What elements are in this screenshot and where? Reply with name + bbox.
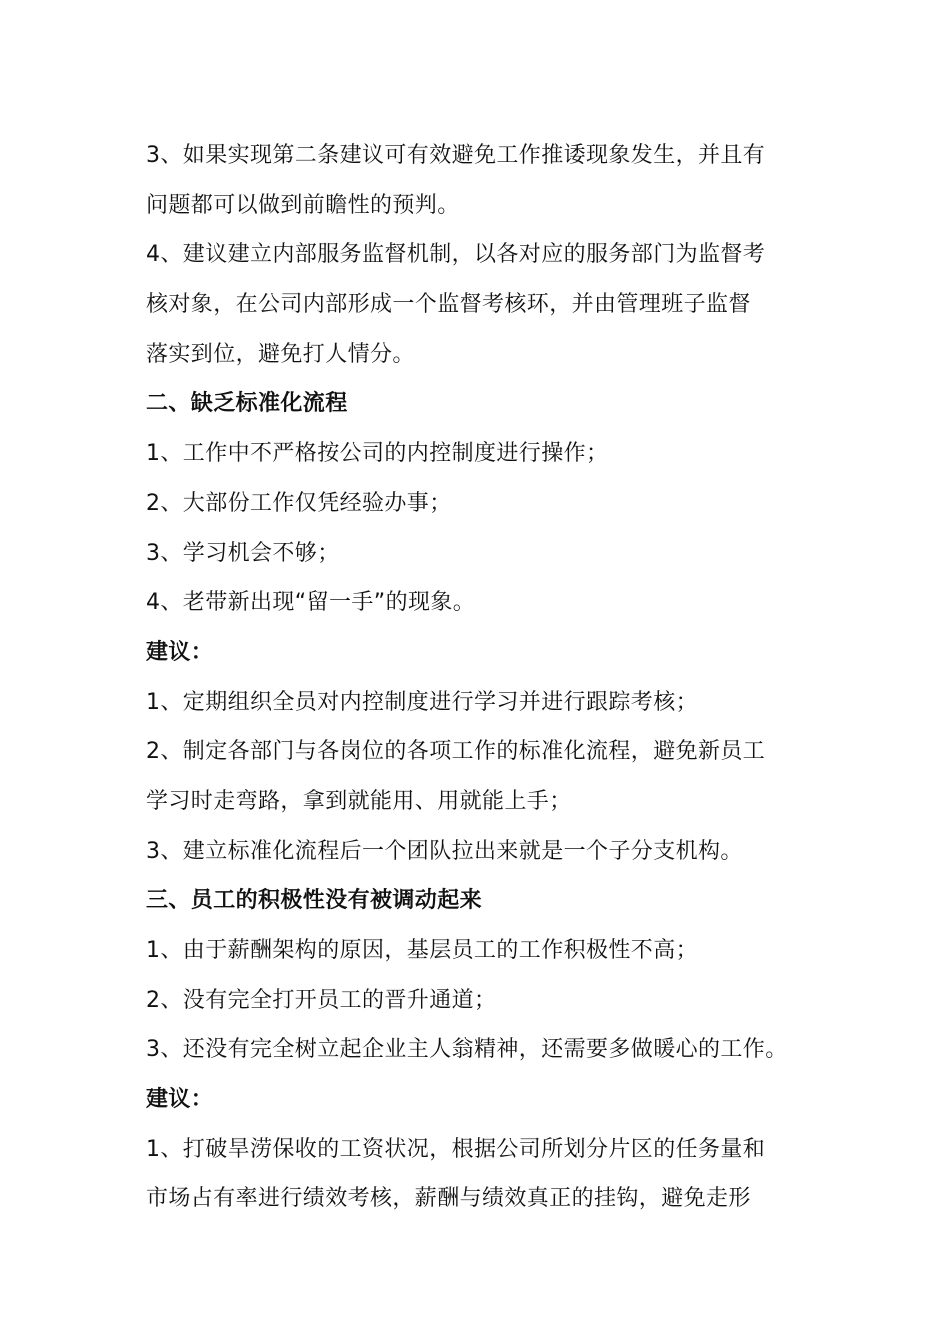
paragraph-line: 1、定期组织全员对内控制度进行学习并进行跟踪考核； bbox=[146, 689, 698, 715]
section-heading: 三、员工的积极性没有被调动起来 bbox=[146, 888, 483, 914]
suggestion-heading: 建议： bbox=[146, 1087, 214, 1113]
paragraph-line: 市场占有率进行绩效考核，薪酬与绩效真正的挂钩，避免走形 bbox=[146, 1186, 751, 1212]
paragraph-line: 2、大部份工作仅凭经验办事； bbox=[146, 490, 452, 516]
paragraph-line: 3、还没有完全树立起企业主人翁精神，还需要多做暖心的工作。 bbox=[146, 1037, 788, 1063]
paragraph-line: 3、学习机会不够； bbox=[146, 540, 340, 566]
suggestion-heading: 建议： bbox=[146, 639, 214, 665]
paragraph-line: 核对象，在公司内部形成一个监督考核环，并由管理班子监督 bbox=[146, 292, 751, 318]
paragraph-line: 2、没有完全打开员工的晋升通道； bbox=[146, 987, 497, 1013]
paragraph-line: 2、制定各部门与各岗位的各项工作的标准化流程，避免新员工 bbox=[146, 739, 766, 765]
paragraph-line: 1、打破旱涝保收的工资状况，根据公司所划分片区的任务量和 bbox=[146, 1136, 766, 1162]
paragraph-line: 1、工作中不严格按公司的内控制度进行操作； bbox=[146, 441, 609, 467]
paragraph-line: 问题都可以做到前瞻性的预判。 bbox=[146, 192, 460, 218]
paragraph-line: 学习时走弯路，拿到就能用、用就能上手； bbox=[146, 788, 572, 814]
section-heading: 二、缺乏标准化流程 bbox=[146, 391, 348, 417]
paragraph-line: 4、老带新出现“留一手”的现象。 bbox=[146, 590, 476, 616]
paragraph-line: 3、如果实现第二条建议可有效避免工作推诿现象发生，并且有 bbox=[146, 143, 766, 168]
paragraph-line: 4、建议建立内部服务监督机制，以各对应的服务部门为监督考 bbox=[146, 242, 766, 268]
paragraph-line: 1、由于薪酬架构的原因，基层员工的工作积极性不高； bbox=[146, 938, 698, 963]
paragraph-line: 3、建立标准化流程后一个团队拉出来就是一个子分支机构。 bbox=[146, 838, 743, 864]
paragraph-line: 落实到位，避免打人情分。 bbox=[146, 341, 415, 367]
